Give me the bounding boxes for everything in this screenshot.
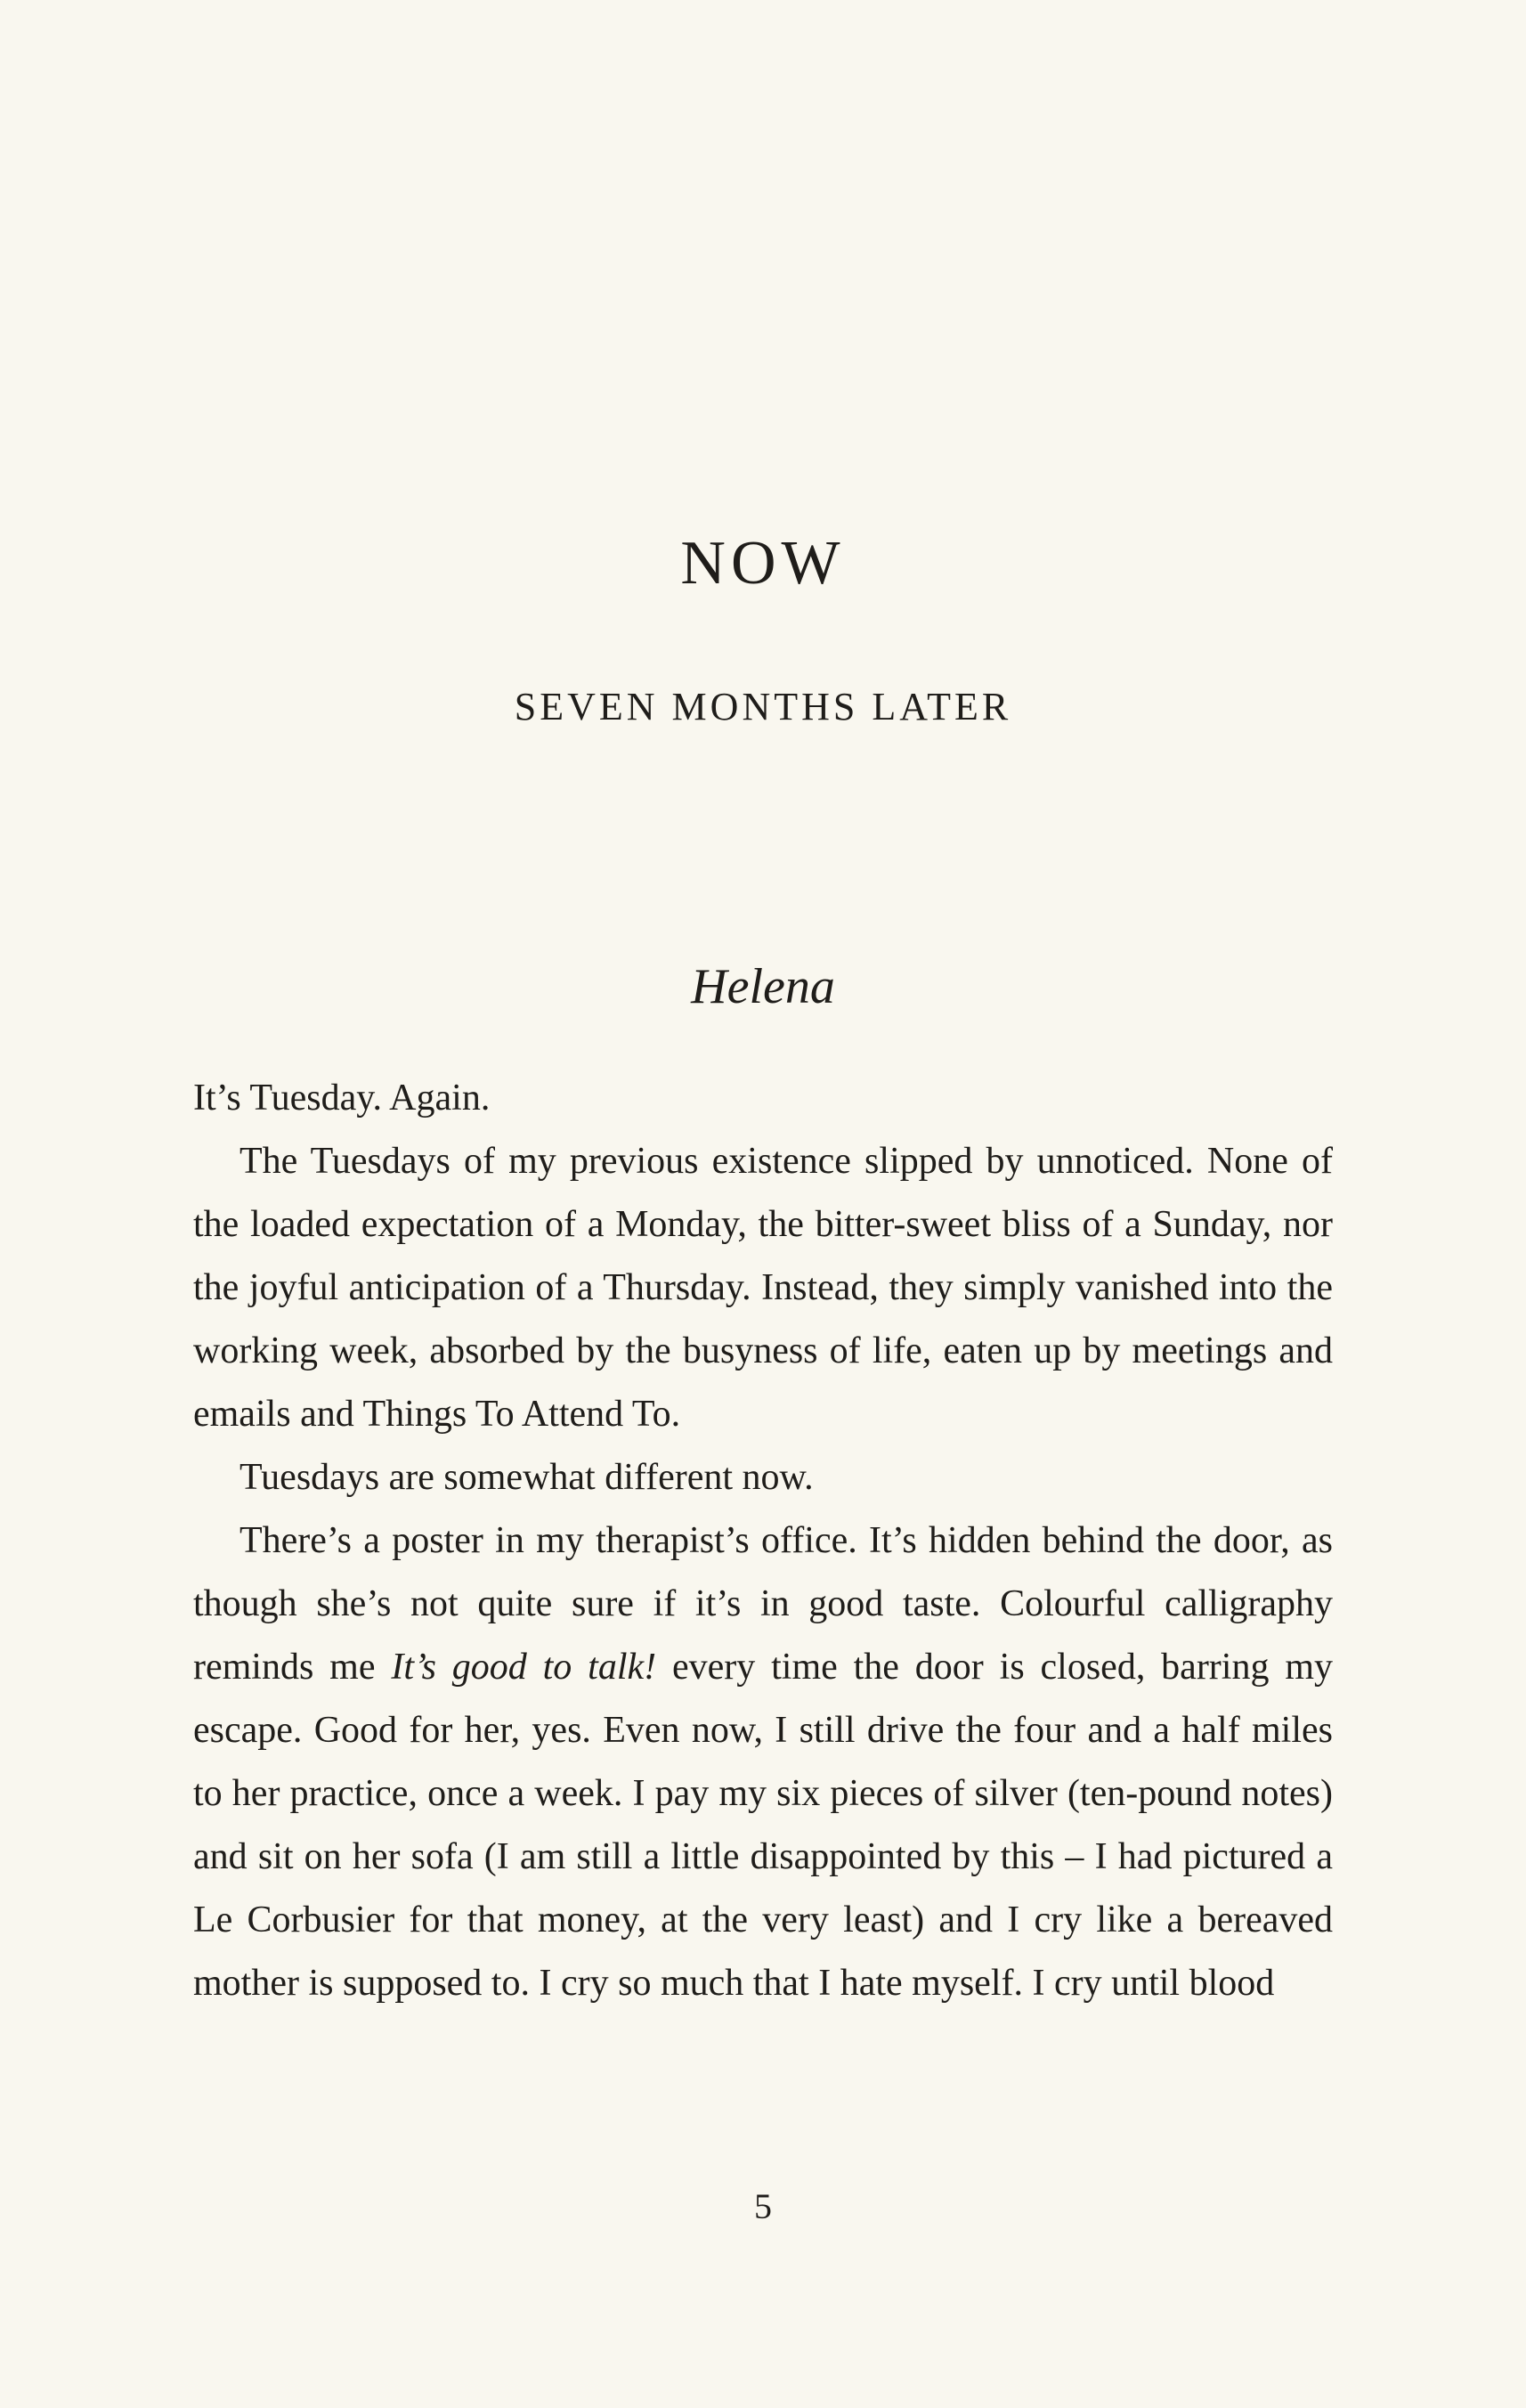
paragraph: It’s Tuesday. Again. (193, 1078, 491, 1119)
paragraph: The Tuesdays of my previous existence slipped by unnoticed. None of the loaded expectation of a Monday, the bitter-sweet bliss of a Sunday, nor the joyful anticipation of a Thursday. Instead, they simply vanished into the working week, absorbed by the busyness of life, eaten up by meetings and emails and Things To Attend To. (193, 1141, 1333, 1435)
paragraph-text: There’s a poster in my therapist’s office. It’s hidden behind the door, as though she’s not quite sure if it’s in good taste. Colourful calligraphy reminds me (193, 1520, 1333, 1688)
paragraph-text: every time the door is closed, barring my escape. Good for her, yes. Even now, I still drive the four and a half miles to her practice, once a week. I pay my six pieces of silver (ten-pound notes) and sit on her sofa (I am still a little disappointed by this – I had pictured a Le Corbusier for that money, at the very least) and I cry like a bereaved mother is supposed to. I cry so much that I hate myself. I cry until blood (193, 1647, 1333, 2004)
body-text (193, 1067, 1333, 2015)
paragraph (193, 1509, 1333, 2015)
chapter-name: Helena (691, 959, 835, 1014)
part-subtitle: SEVEN MONTHS LATER (514, 685, 1012, 728)
paragraph: Tuesdays are somewhat different now. (239, 1457, 814, 1498)
part-title: NOW (680, 529, 846, 598)
page-number: 5 (754, 2186, 772, 2226)
poster-quote: It’s good to talk! (391, 1647, 657, 1688)
